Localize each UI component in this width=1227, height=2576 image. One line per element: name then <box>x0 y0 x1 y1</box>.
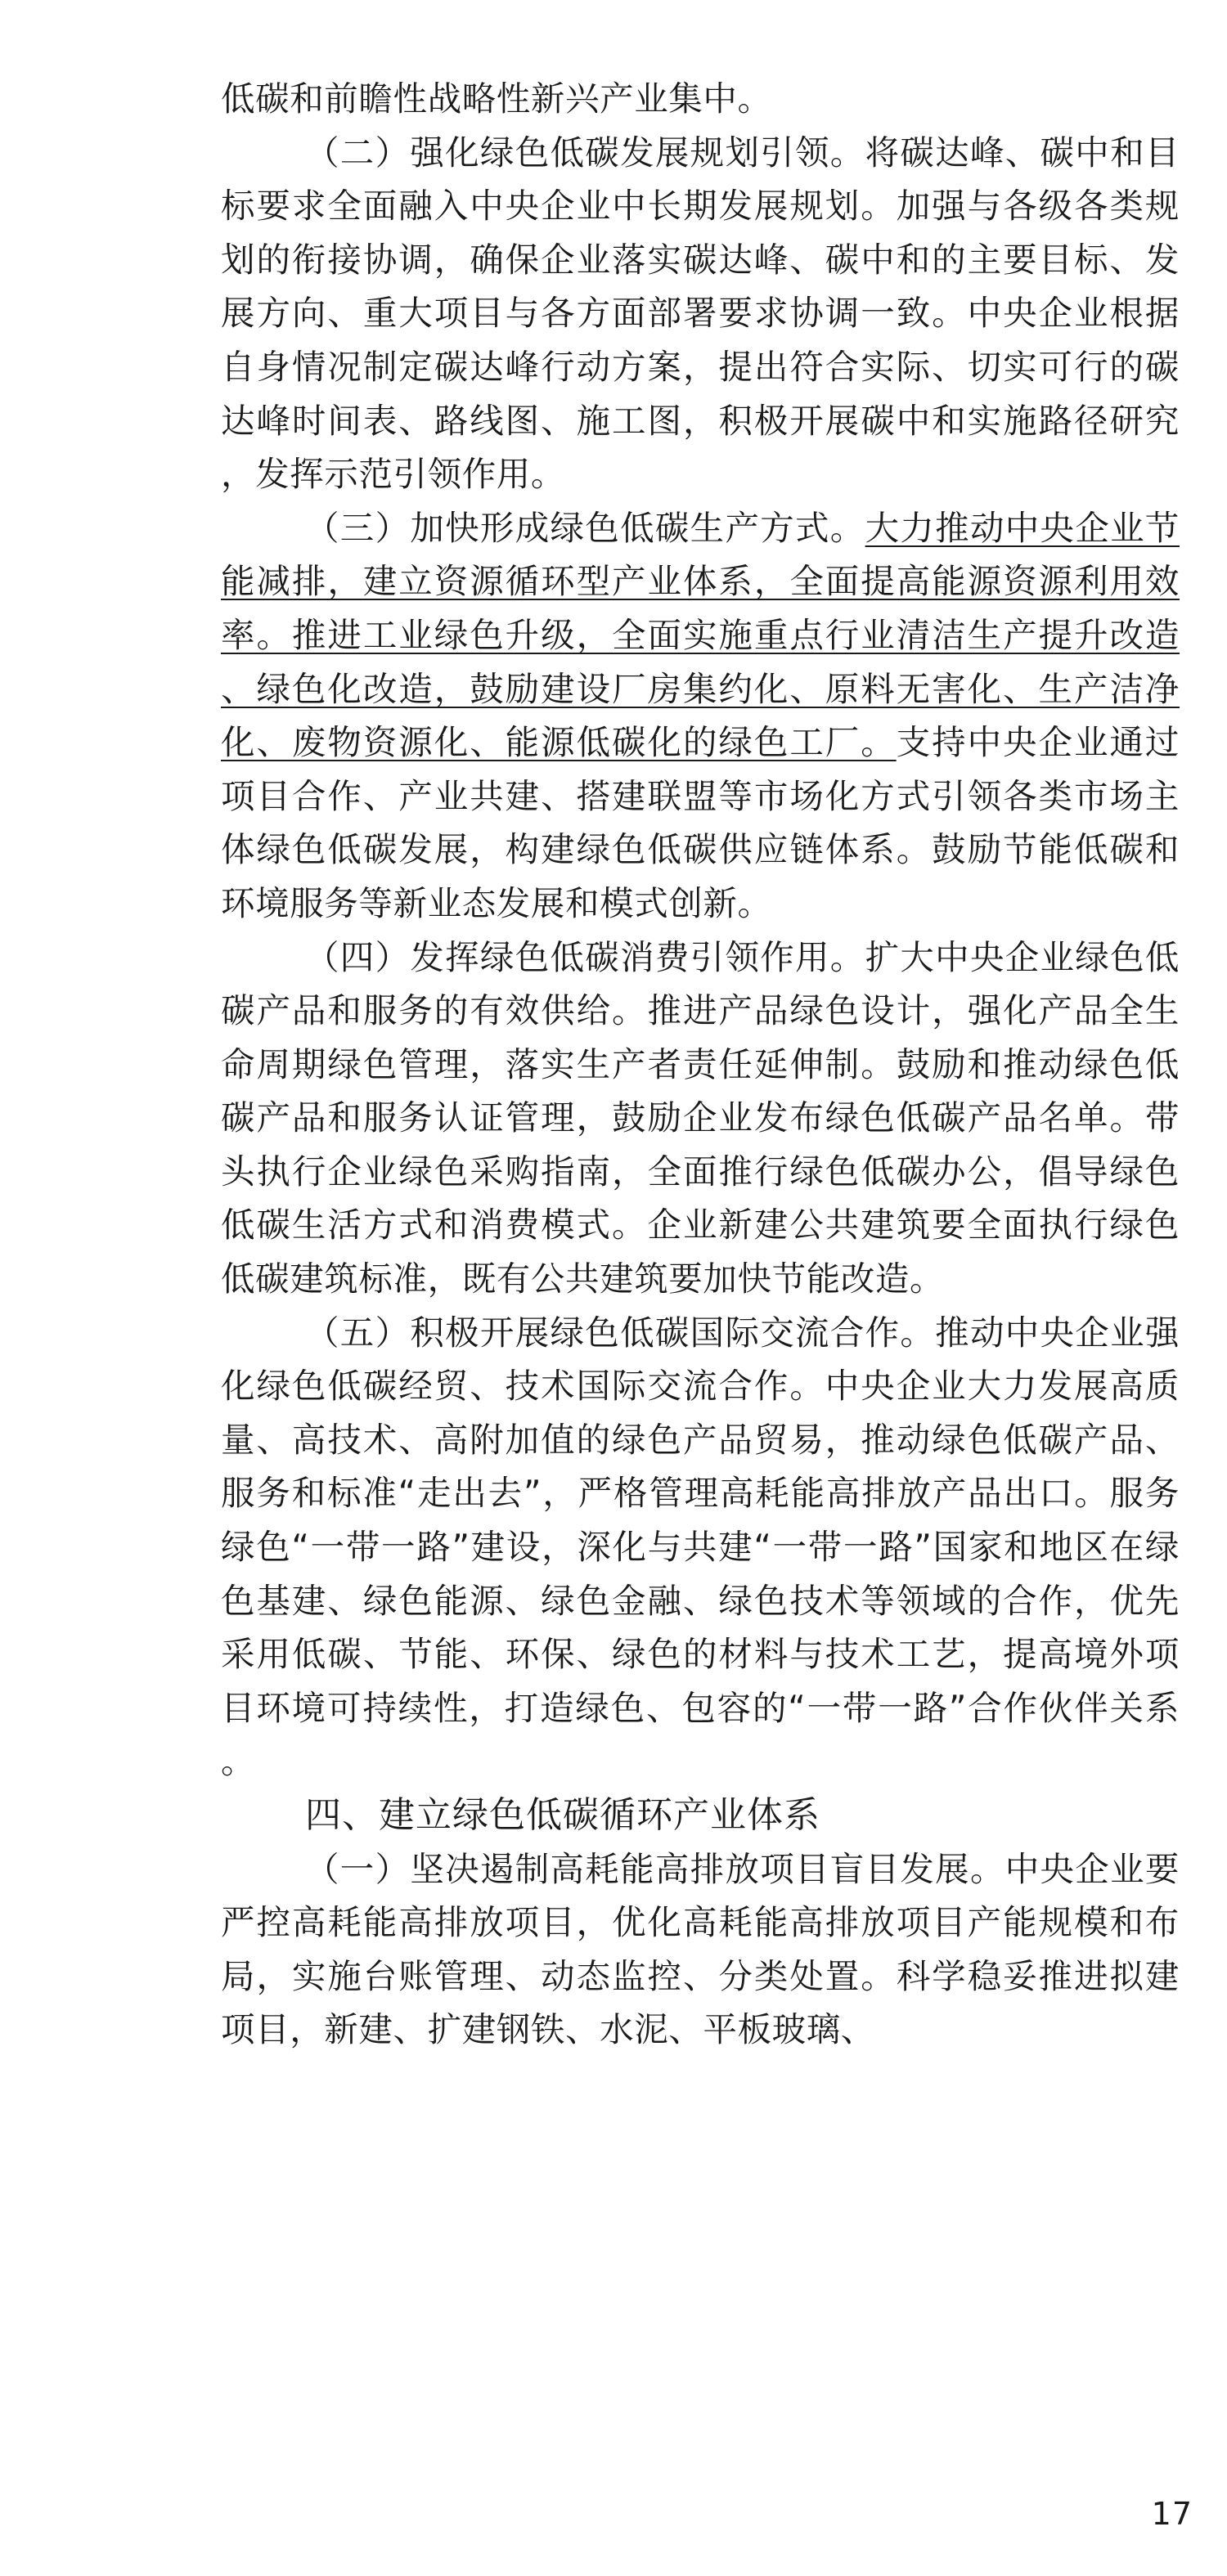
paragraph-curb-high-emission: （一）坚决遏制高耗能高排放项目盲目发展。中央企业要严控高耗能高排放项目，优化高耗能高排放项目产能规模和布局，实施台账管理、动态监控、分类处置。科学稳妥推进拟建项目，新建、扩建钢铁、水泥、平板玻璃、 <box>221 1848 1180 2050</box>
paragraph-continuation: 低碳和前瞻性战略性新兴产业集中。 <box>221 79 772 119</box>
paragraph-green-consumption: （四）发挥绿色低碳消费引领作用。扩大中央企业绿色低碳产品和服务的有效供给。推进产品绿色设计，强化产品全生命周期绿色管理，落实生产者责任延伸制。鼓励和推动绿色低碳产品和服务认证管理，鼓励企业发布绿色低碳产品名单。带头执行企业绿色采购指南，全面推行绿色低碳办公，倡导绿色低碳生活方式和消费模式。企业新建公共建筑要全面执行绿色低碳建筑标准，既有公共建筑要加快节能改造。 <box>221 936 1180 1299</box>
document-body <box>221 72 1180 2057</box>
paragraph-planning-guidance: （二）强化绿色低碳发展规划引领。将碳达峰、碳中和目标要求全面融入中央企业中长期发展规划。加强与各级各类规划的衔接协调，确保企业落实碳达峰、碳中和的主要目标、发展方向、重大项目与各方面部署要求协调一致。中央企业根据自身情况制定碳达峰行动方案，提出符合实际、切实可行的碳达峰时间表、路线图、施工图，积极开展碳中和实施路径研究，发挥示范引领作用。 <box>221 132 1180 495</box>
page-number: 17 <box>1151 2496 1193 2532</box>
paragraph-international-cooperation: （五）积极开展绿色低碳国际交流合作。推动中央企业强化绿色低碳经贸、技术国际交流合作。中央企业大力发展高质量、高技术、高附加值的绿色产品贸易，推动绿色低碳产品、服务和标准“走出去”，严格管理高耗能高排放产品出口。服务绿色“一带一路”建设，深化与共建“一带一路”国家和地区在绿色基建、绿色能源、绿色金融、绿色技术等领域的合作，优先采用低碳、节能、环保、绿色的材料与技术工艺，提高境外项目环境可持续性，打造绿色、包容的“一带一路”合作伙伴关系。 <box>221 1312 1180 1782</box>
paragraph-rest: 支持中央企业通过项目合作、产业共建、搭建联盟等市场化方式引领各类市场主体绿色低碳发展，构建绿色低碳供应链体系。鼓励节能低碳和环境服务等新业态发展和模式创新。 <box>221 722 1180 923</box>
underlined-passage: 大力推动中央企业节能减排，建立资源循环型产业体系，全面提高能源资源利用效率。推进工业绿色升级，全面实施重点行业清洁生产提升改造、绿色化改造，鼓励建设厂房集约化、原料无害化、生产洁净化、废物资源化、能源低碳化的绿色工厂。 <box>221 507 1180 763</box>
paragraph-green-production <box>221 501 1180 931</box>
section-heading: 四、建立绿色低碳循环产业体系 <box>305 1794 820 1836</box>
paragraph-lead: （三）加快形成绿色低碳生产方式。 <box>305 507 865 548</box>
